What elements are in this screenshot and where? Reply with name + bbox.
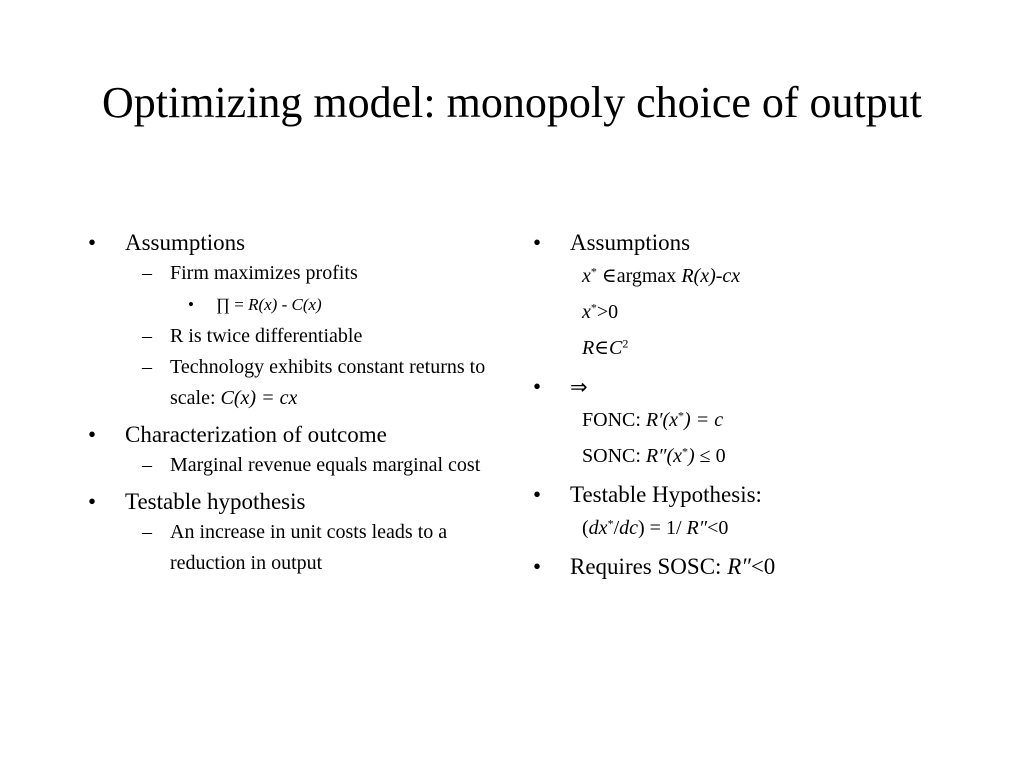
mr-mc-text: Marginal revenue equals marginal cost (170, 454, 481, 476)
bullet-testable (88, 487, 508, 517)
tech-formula: C(x) = cx (220, 387, 298, 409)
fonc-line (533, 402, 973, 438)
bullet-marker: • (533, 374, 542, 399)
c-symbol: C (609, 337, 623, 359)
dash-marker: – (142, 356, 152, 378)
characterization-label: Characterization of outcome (125, 422, 387, 447)
profit-equals: = (230, 295, 249, 314)
dash-marker: – (142, 521, 152, 543)
comparative-statics-line (533, 510, 973, 546)
fonc-label: FONC: (582, 409, 646, 431)
argmax-line (533, 258, 973, 294)
implies-symbol: ⇒ (570, 375, 588, 399)
bullet-assumptions (88, 228, 508, 258)
th-end: <0 (707, 517, 729, 539)
fonc-rhs: = c (690, 409, 724, 431)
bullet-marker: • (88, 489, 97, 514)
argmax-in: ∈argmax (596, 265, 682, 287)
th-star: * (607, 516, 614, 531)
twice-diff-text: R is twice differentiable (170, 325, 363, 347)
increase-text: An increase in unit costs leads to a reduction in output (170, 521, 448, 574)
dash-marker: – (142, 262, 152, 284)
right-column (533, 228, 973, 582)
th-slash: / (613, 517, 620, 539)
requires-label: Requires SOSC: (570, 554, 728, 579)
c-exponent: 2 (622, 336, 629, 351)
pos-x: x (582, 301, 591, 323)
argmax-x: x (582, 265, 591, 287)
sonc-lhs: R″(x (645, 445, 682, 467)
item-firm-maximizes (88, 258, 508, 289)
firm-maximizes-text: Firm maximizes profits (170, 262, 358, 284)
slide-title: Optimizing model: monopoly choice of output (102, 78, 922, 127)
item-technology (88, 352, 508, 414)
th-dc: dc (619, 517, 639, 539)
dash-marker: – (142, 454, 152, 476)
bullet-marker: • (88, 230, 97, 255)
testable-label: Testable hypothesis (125, 489, 306, 514)
sonc-rhs: ≤ 0 (694, 445, 726, 467)
requires-r: R″ (727, 554, 751, 579)
th-dx: dx (588, 517, 608, 539)
profit-rhs: R(x) - C(x) (248, 295, 322, 314)
argmax-star: * (590, 264, 597, 279)
bullet-marker: • (533, 230, 542, 255)
positive-line (533, 294, 973, 330)
bullet-testable-hypothesis (533, 480, 973, 510)
r-symbol: R (582, 337, 595, 359)
smoothness-line (533, 330, 973, 366)
sonc-line (533, 438, 973, 474)
tech-text: Technology exhibits constant returns to scale: (170, 356, 486, 409)
th-mid: ) = 1/ (638, 517, 687, 539)
item-mr-mc (88, 450, 508, 481)
pos-star: * (590, 300, 597, 315)
item-profit-formula (88, 289, 508, 321)
bullet-requires-sosc (533, 552, 973, 582)
in-symbol: ∈ (594, 337, 610, 359)
assumptions-label: Assumptions (125, 230, 246, 255)
bullet-implies (533, 372, 973, 402)
sonc-star: * (682, 444, 688, 459)
bullet-marker: • (533, 482, 542, 507)
fonc-close: ) (684, 409, 691, 431)
dash-marker: – (142, 325, 152, 347)
left-column (88, 228, 508, 579)
profit-symbol: ∏ (216, 295, 230, 314)
fonc-star: * (678, 408, 685, 423)
assumptions-label-right: Assumptions (570, 230, 691, 255)
fonc-lhs: R′(x (645, 409, 679, 431)
item-twice-differentiable (88, 321, 508, 352)
bullet-marker-small: • (188, 295, 194, 314)
th-open: ( (582, 517, 589, 539)
bullet-assumptions-right (533, 228, 973, 258)
testable-hypothesis-label: Testable Hypothesis: (570, 482, 762, 507)
sonc-close: ) (688, 445, 695, 467)
bullet-marker: • (88, 422, 97, 447)
pos-rest: >0 (596, 301, 619, 323)
requires-end: <0 (750, 554, 776, 579)
bullet-marker: • (533, 554, 542, 579)
argmax-expr: R(x)-cx (681, 265, 741, 287)
bullet-characterization (88, 420, 508, 450)
sonc-label: SONC: (582, 445, 646, 467)
item-increase (88, 517, 508, 579)
th-r: R″ (686, 517, 708, 539)
